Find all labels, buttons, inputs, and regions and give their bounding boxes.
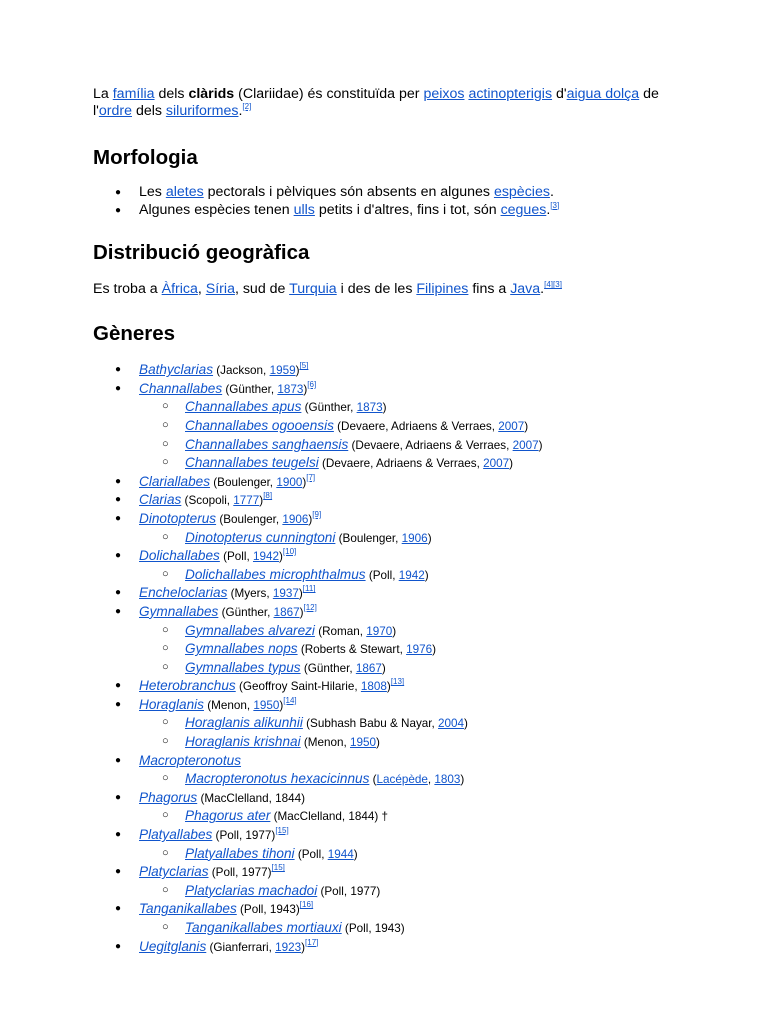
taxon-authority: (MacClelland, 1844) † [270, 810, 388, 824]
species-link[interactable]: Horaglanis alikunhii [185, 715, 303, 731]
reference-link[interactable]: [12] [303, 602, 317, 612]
reference-link[interactable]: [16] [299, 900, 314, 910]
taxon-authority: (Boulenger, 1900) [210, 475, 307, 489]
genus-item [93, 677, 693, 696]
article-content [93, 86, 693, 956]
genus-link[interactable]: Macropteronotus [139, 752, 242, 768]
taxon-authority: (Günther, 1867) [218, 605, 304, 619]
link-filipines[interactable]: Filipines [416, 281, 469, 298]
genus-link[interactable]: Uegitglanis [139, 938, 207, 954]
taxon-authority: (Günther, 1873) [222, 382, 308, 396]
link-peixos[interactable]: peixos [423, 86, 465, 102]
genus-item [93, 789, 693, 826]
reference-link[interactable]: [8] [263, 491, 273, 501]
species-item [93, 398, 693, 417]
species-link[interactable]: Gymnallabes typus [185, 659, 301, 675]
link-especies[interactable]: espècies [493, 184, 550, 200]
species-item [93, 733, 693, 752]
species-list [139, 882, 693, 901]
reference-link[interactable]: [4] [544, 280, 554, 290]
taxon-authority: (Poll, 1944) [294, 847, 358, 861]
genus-item [93, 584, 693, 603]
genus-link[interactable]: Clarias [139, 492, 182, 508]
genus-link[interactable]: Dolichallabes [139, 548, 220, 564]
genera-list [93, 361, 693, 956]
year-link[interactable]: 1900 [276, 475, 303, 489]
taxon-authority: (Menon, 1950) [300, 736, 380, 750]
year-link[interactable]: 1873 [277, 382, 304, 396]
year-link[interactable]: 1976 [406, 643, 433, 657]
year-link[interactable]: 1803 [434, 773, 461, 787]
taxon-authority: (Subhash Babu & Nayar, 2004) [302, 717, 468, 731]
species-list [139, 622, 693, 678]
taxon-authority: (Roberts & Stewart, 1976) [297, 643, 436, 657]
species-item [93, 622, 693, 641]
genus-link[interactable]: Horaglanis [139, 696, 204, 712]
link-ulls[interactable]: ulls [293, 201, 315, 218]
species-link[interactable]: Channallabes teugelsi [185, 455, 319, 471]
genus-link[interactable]: Gymnallabes [139, 603, 219, 619]
taxon-authority: (Menon, 1950) [203, 698, 284, 712]
year-link[interactable]: 1942 [398, 568, 425, 582]
year-link[interactable]: 2007 [483, 457, 510, 471]
year-link[interactable]: 1777 [233, 494, 260, 508]
section-heading-distribucio: Distribució geogràfica [93, 241, 310, 265]
link-africa[interactable]: Àfrica [161, 281, 198, 298]
genus-link[interactable]: Tanganikallabes [139, 901, 237, 917]
link-aletes[interactable]: aletes [165, 184, 204, 200]
genus-link[interactable]: Platyclarias [139, 864, 209, 880]
genus-item [93, 473, 693, 492]
taxon-authority: (Poll, 1943) [236, 903, 300, 917]
species-link[interactable]: Channallabes ogooensis [185, 417, 334, 433]
distribucio-paragraph: Es troba a Àfrica, Síria, sud de Turquia i des de les Filipines fins a Java.[4][3] [93, 280, 562, 298]
taxon-authority: (Myers, 1937) [227, 587, 303, 601]
genus-link[interactable]: Heterobranchus [139, 678, 236, 694]
genus-item [93, 510, 693, 547]
genus-item [93, 603, 693, 677]
species-item [93, 640, 693, 659]
species-list [139, 398, 693, 472]
taxon-authority: (Poll, 1942) [219, 550, 283, 564]
species-item [93, 807, 693, 826]
taxon-authority: (Poll, 1977) [317, 884, 381, 898]
species-item [93, 919, 693, 938]
genus-item [93, 491, 693, 510]
genus-link[interactable]: Dinotopterus [139, 510, 217, 526]
author-link[interactable]: Lacépède [376, 773, 428, 787]
genus-item [93, 361, 693, 380]
genus-link[interactable]: Platyallabes [139, 827, 213, 843]
species-link[interactable]: Phagorus ater [185, 808, 271, 824]
species-item [93, 659, 693, 678]
taxon-authority: (Poll, 1943) [341, 922, 405, 935]
species-item [93, 417, 693, 436]
year-link[interactable]: 1937 [272, 587, 299, 601]
reference-link[interactable]: [3] [553, 280, 562, 290]
bold-clarids: clàrids [188, 86, 235, 102]
year-link[interactable]: 2004 [438, 717, 465, 731]
year-link[interactable]: 1950 [349, 736, 376, 750]
link-siria[interactable]: Síria [205, 281, 235, 298]
link-java[interactable]: Java [510, 281, 541, 298]
year-link[interactable]: 1942 [252, 550, 279, 564]
reference-link[interactable]: [13] [390, 677, 405, 687]
section-heading-generes: Gèneres [93, 322, 176, 346]
species-list [139, 807, 693, 826]
year-link[interactable]: 2007 [512, 438, 539, 452]
species-item [93, 436, 693, 455]
taxon-authority: (Poll, 1977) [212, 829, 276, 843]
intro-paragraph: La família dels clàrids (Clariidae) és constituïda per peixos actinopterigis d'aigua dolça de l'ordre dels siluriformes.[2] [93, 86, 659, 119]
year-link[interactable]: 1944 [327, 847, 354, 861]
year-link[interactable]: 1959 [269, 364, 296, 378]
species-link[interactable]: Platyclarias machadoi [185, 882, 318, 898]
taxon-authority: (Devaere, Adriaens & Verraes, 2007) [348, 438, 543, 452]
reference-link[interactable]: [2] [242, 102, 252, 111]
species-link[interactable]: Gymnallabes nops [185, 641, 298, 657]
taxon-authority: (Devaere, Adriaens & Verraes, 2007) [333, 419, 529, 433]
year-link[interactable]: 1923 [275, 940, 302, 954]
species-link[interactable]: Dinotopterus cunningtoni [185, 529, 336, 545]
taxon-authority: (Scopoli, 1777) [181, 494, 264, 508]
species-list [139, 770, 693, 789]
genus-link[interactable]: Encheloclarias [139, 585, 228, 601]
genus-item [93, 900, 693, 937]
species-item [93, 770, 693, 789]
taxon-authority: (Lacépède, 1803) [369, 773, 465, 787]
taxon-authority: (Gianferrari, 1923) [206, 940, 306, 954]
list-item: ● Algunes espècies tenen ulls petits i d'altres, fins i tot, són cegues.[3] [93, 202, 693, 220]
reference-link[interactable]: [15] [271, 863, 285, 873]
year-link[interactable]: 1970 [366, 624, 393, 638]
species-link[interactable]: Horaglanis krishnai [185, 734, 301, 750]
reference-link[interactable]: [11] [302, 584, 316, 594]
species-list [139, 714, 693, 751]
species-link[interactable]: Gymnallabes alvarezi [185, 622, 315, 638]
taxon-authority: (Devaere, Adriaens & Verraes, 2007) [318, 457, 514, 471]
species-item [93, 454, 693, 473]
year-link[interactable]: 2007 [498, 419, 525, 433]
genus-item [93, 752, 693, 789]
year-link[interactable]: 1873 [356, 401, 383, 415]
taxon-authority: (Roman, 1970) [314, 624, 397, 638]
link-siluriformes[interactable]: siluriformes [165, 103, 239, 119]
genus-item [93, 938, 693, 957]
genus-item [93, 547, 693, 584]
year-link[interactable]: 1950 [253, 698, 280, 712]
genus-item [93, 380, 693, 473]
section-heading-morfologia: Morfologia [93, 146, 198, 169]
species-link[interactable]: Platyallabes tihoni [185, 845, 295, 861]
reference-link[interactable]: [14] [283, 695, 297, 705]
species-item [93, 882, 693, 901]
species-item [93, 529, 693, 548]
genus-item [93, 863, 693, 900]
link-turquia[interactable]: Turquia [289, 281, 337, 298]
taxon-authority: (Geoffroy Saint-Hilarie, 1808) [235, 680, 391, 694]
species-link[interactable]: Tanganikallabes mortiauxi [185, 920, 342, 935]
taxon-authority: (Poll, 1942) [365, 568, 429, 582]
genus-item [93, 826, 693, 863]
species-list [139, 529, 693, 548]
year-link[interactable]: 1906 [282, 512, 309, 526]
link-cegues[interactable]: cegues [500, 201, 547, 218]
genus-link[interactable]: Channallabes [139, 380, 223, 396]
species-item [93, 714, 693, 733]
genus-link[interactable]: Clariallabes [139, 473, 211, 489]
morfologia-list [93, 184, 693, 219]
link-ordre[interactable]: ordre [98, 103, 132, 119]
species-list [139, 566, 693, 585]
species-link[interactable]: Dolichallabes microphthalmus [185, 566, 366, 582]
species-list [139, 845, 693, 864]
reference-link[interactable]: [7] [306, 472, 316, 482]
taxon-authority: (Boulenger, 1906) [216, 512, 313, 526]
year-link[interactable]: 1906 [401, 531, 428, 545]
species-item [93, 845, 693, 864]
taxon-authority: (MacClelland, 1844) [197, 791, 306, 805]
link-actinopterigis[interactable]: actinopterigis [468, 86, 553, 102]
species-item [93, 566, 693, 585]
reference-link[interactable]: [5] [299, 361, 309, 371]
genus-link[interactable]: Phagorus [139, 789, 198, 805]
species-link[interactable]: Channallabes apus [185, 399, 302, 415]
reference-link[interactable]: [10] [282, 547, 297, 557]
link-aigua-dolca[interactable]: aigua dolça [566, 86, 640, 102]
taxon-authority: (Günther, 1873) [301, 401, 387, 415]
taxon-authority: (Poll, 1977) [208, 866, 272, 880]
link-familia[interactable]: família [112, 86, 155, 102]
genus-link[interactable]: Bathyclarias [139, 362, 214, 378]
year-link[interactable]: 1867 [355, 661, 382, 675]
reference-link[interactable]: [6] [307, 379, 317, 389]
species-link[interactable]: Channallabes sanghaensis [185, 436, 349, 452]
species-link[interactable]: Macropteronotus hexacicinnus [185, 771, 370, 787]
reference-link[interactable]: [17] [305, 937, 319, 947]
species-list [139, 919, 693, 938]
taxon-authority: (Günther, 1867) [300, 661, 386, 675]
reference-link[interactable]: [9] [312, 509, 322, 519]
year-link[interactable]: 1867 [273, 605, 300, 619]
list-item: ● Les aletes pectorals i pèlviques són absents en algunes espècies. [93, 184, 693, 202]
genus-item [93, 696, 693, 752]
reference-link[interactable]: [15] [275, 826, 289, 836]
taxon-authority: (Jackson, 1959) [213, 364, 300, 378]
year-link[interactable]: 1808 [360, 680, 387, 694]
reference-link[interactable]: [3] [550, 200, 560, 210]
taxon-authority: (Boulenger, 1906) [335, 531, 432, 545]
